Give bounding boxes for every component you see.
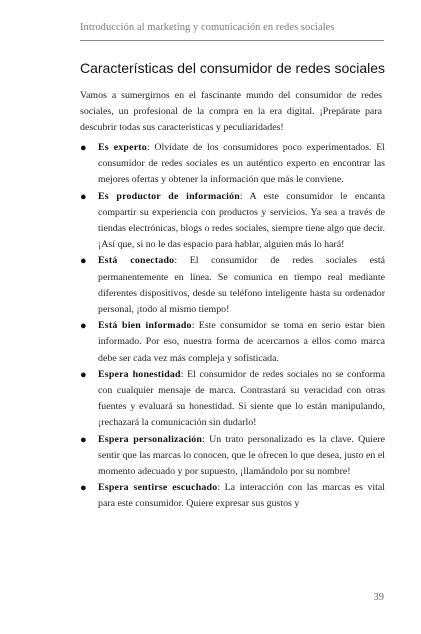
bullet-icon: ● xyxy=(80,368,87,381)
page-number: 39 xyxy=(373,592,384,603)
trait-term: Es experto xyxy=(98,142,147,153)
list-item xyxy=(80,480,385,512)
running-header: Introducción al marketing y comunicación en redes sociales xyxy=(80,22,335,33)
list-item xyxy=(80,432,385,481)
trait-text: : A este consumidor le encanta compartir su experiencia con productos y servicios. Ya sea a través de tiendas electrónicas, blogs o redes sociales, siempre tiene algo que decir. ¡Así que, si no le das espacio para hablar, alguien más lo hará! xyxy=(98,190,385,251)
trait-term: Está conectado xyxy=(98,255,175,267)
header-rule xyxy=(80,40,384,41)
trait-text: : Un trato personalizado es la clave. Quiere sentir que las marcas lo conocen, que le ofrecen lo que desea, justo en el momento adecuado y por supuesto, ¡llamándolo por su nombre! xyxy=(98,433,385,478)
trait-text: : La interacción con las marcas es vital para este consumidor. Quiere expresar sus gustos y xyxy=(98,482,385,510)
trait-term: Espera sentirse escuchado xyxy=(98,482,218,494)
trait-term: Espera personalización xyxy=(98,433,203,445)
bullet-icon: ● xyxy=(80,190,87,203)
list-item xyxy=(80,189,385,254)
trait-term: Es productor de información xyxy=(98,190,240,202)
intro-paragraph: Vamos a sumergirnos en el fascinante mundo del consumidor de redes sociales, un profesional de la compra en la era digital. ¡Prepárate para descubrir todas sus características y peculiaridades! xyxy=(80,90,382,134)
trait-text: : Olvídate de los consumidores poco experimentados. El consumidor de redes sociales es un auténtico experto en encontrar las mejores ofertas y obtener la información que más le conviene. xyxy=(98,142,385,186)
list-item xyxy=(80,140,385,189)
trait-text: : Este consumidor se toma en serio estar bien informado. Por eso, nuestra forma de acercarnos a ellos como marca debe ser cada vez más compleja y sofisticada. xyxy=(98,320,385,364)
bullet-icon: ● xyxy=(80,320,87,333)
bullet-icon: ● xyxy=(80,482,87,495)
trait-term: Está bien informado xyxy=(98,320,192,332)
bullet-icon: ● xyxy=(80,142,87,154)
list-item xyxy=(80,253,385,318)
list-item xyxy=(80,318,385,367)
trait-text: : El consumidor de redes sociales está permanentemente en línea. Se comunica en tiempo real mediante diferentes dispositivos, desde su teléfono inteligente hasta su ordenador personal, ¡todo al mismo tiempo! xyxy=(98,255,385,316)
trait-text: : El consumidor de redes sociales no se conforma con cualquier mensaje de marca. Contrastará su veracidad con otras fuentes y evaluará su honestidad. Si siente que lo están manipulando, ¡rechazará la comunicación sin dudarlo! xyxy=(98,368,385,429)
bullet-icon: ● xyxy=(80,433,87,446)
list-item xyxy=(80,367,385,432)
traits-list xyxy=(80,140,385,513)
trait-term: Espera honestidad xyxy=(98,368,181,380)
section-title: Características del consumidor de redes sociales xyxy=(80,60,386,76)
bullet-icon: ● xyxy=(80,255,87,268)
